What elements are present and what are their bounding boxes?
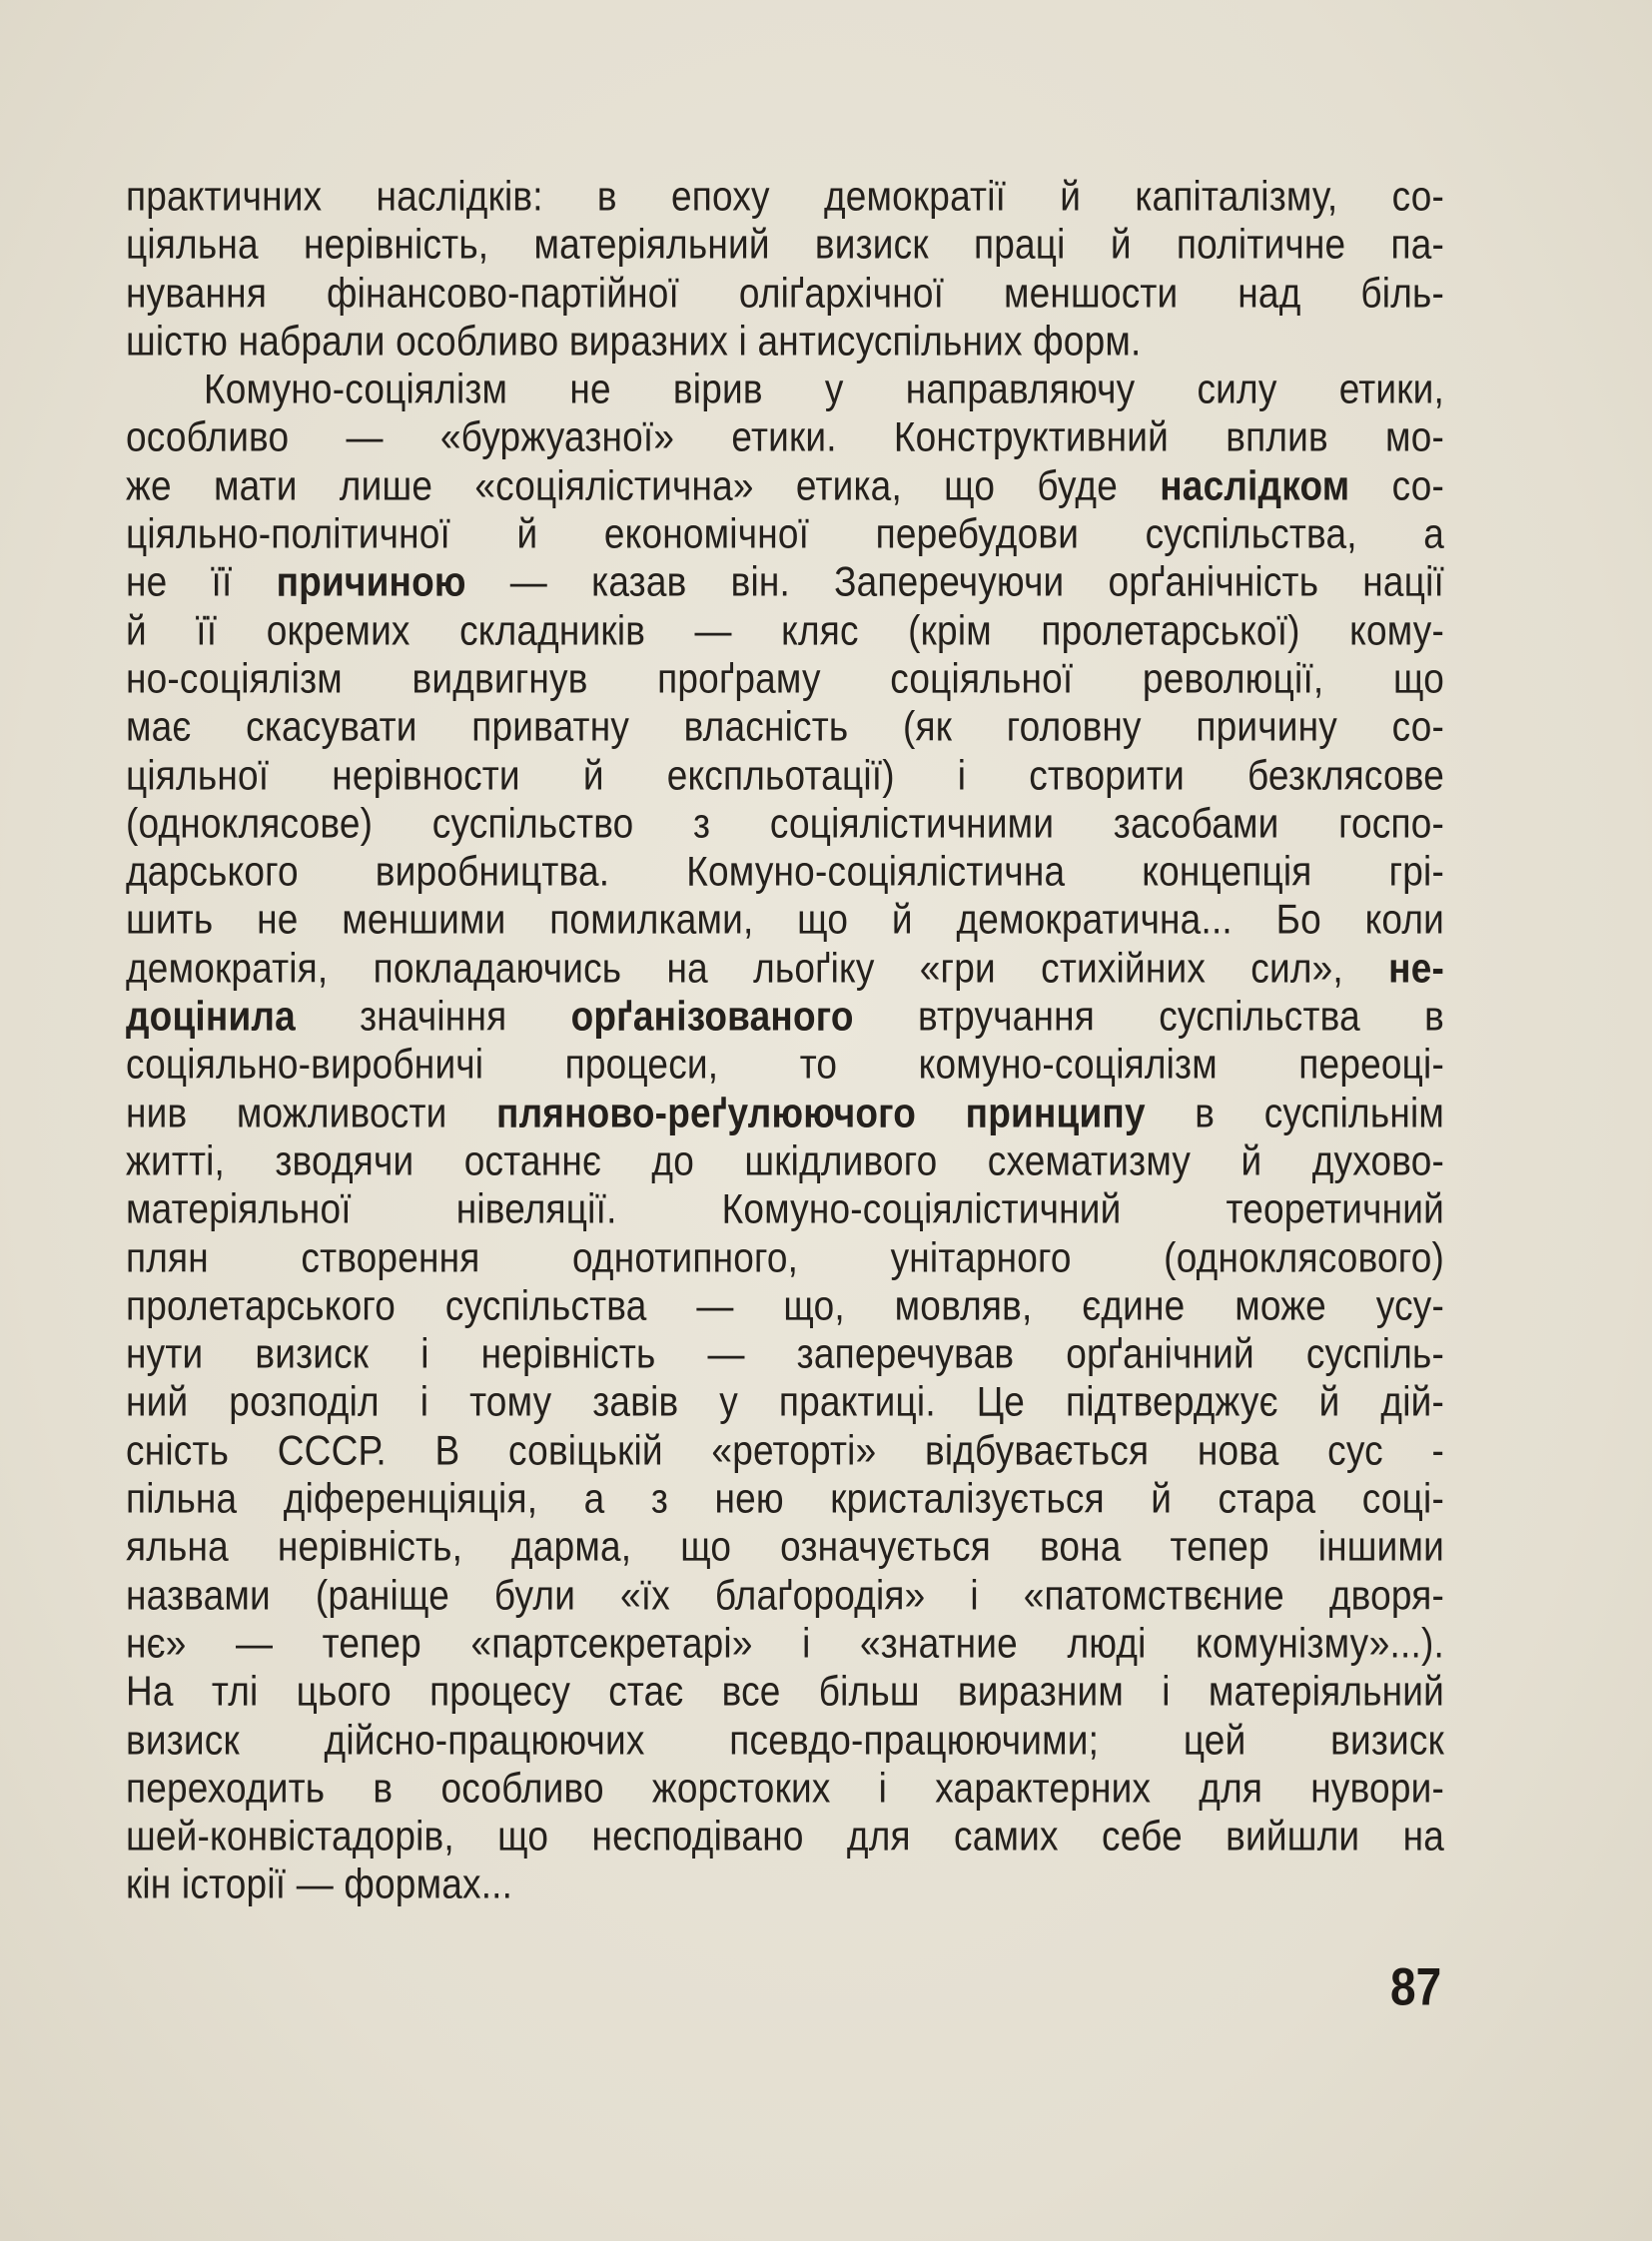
text-segment: втручання суспільства в (853, 993, 1444, 1040)
text-segment: значіння (295, 993, 571, 1040)
text-line (126, 315, 1444, 369)
text-line (126, 1182, 1444, 1236)
emphasized-text: причиною (276, 558, 466, 605)
text-line (126, 1665, 1444, 1719)
text-segment: Комуно-соціялізм не вірив у направляючу силу етики, (204, 366, 1444, 412)
text-line (126, 1520, 1444, 1574)
text-segment: визиск дійсно-працюючих псевдо-працюючими; цей визиск (126, 1716, 1444, 1763)
text-line (126, 942, 1444, 996)
text-segment: назвами (раніще були «їх блаґородія» і «патомствєние дворя- (126, 1571, 1444, 1618)
text-segment: со- (1349, 462, 1444, 509)
text-line (126, 604, 1444, 658)
text-line (126, 700, 1444, 754)
text-line (126, 1472, 1444, 1526)
text-line (126, 749, 1444, 803)
text-line (126, 555, 1444, 609)
text-line (126, 845, 1444, 899)
text-segment: шей-конвістадорів, що несподівано для самих себе вийшли на (126, 1813, 1444, 1860)
text-segment: житті, зводячи останнє до шкідливого схематизму й духово- (126, 1137, 1444, 1184)
text-line (126, 1279, 1444, 1333)
text-segment: сність СССР. В совіцькій «реторті» відбувається нова сус - (126, 1427, 1444, 1473)
text-segment: демократія, покладаючись на льоґіку «гри стихійних сил», (126, 945, 1389, 992)
text-line (126, 1038, 1444, 1092)
text-segment: практичних наслідків: в епоху демократії й капіталізму, со- (126, 173, 1444, 220)
text-segment: ний розподіл і тому завів у практиці. Це підтверджує й дій- (126, 1378, 1444, 1425)
text-line (126, 267, 1444, 321)
text-segment: ціяльно-політичної й економічної перебудови суспільства, а (126, 510, 1444, 557)
text-segment: шить не меншими помилками, що й демократична... Бо коли (126, 896, 1444, 943)
text-segment: но-соціялізм видвигнув проґраму соціяльної революції, що (126, 655, 1444, 702)
text-line (126, 218, 1444, 272)
text-segment: має скасувати приватну власність (як головну причину со- (126, 703, 1444, 750)
text-line (126, 1375, 1444, 1429)
text-segment: нування фінансово-партійної оліґархічної меншости над біль- (126, 269, 1444, 316)
text-segment: ціяльної нерівности й експльотації) і створити безклясове (126, 751, 1444, 798)
text-line (126, 170, 1444, 224)
text-segment: яльна нерівність, дарма, що означується вона тепер іншими (126, 1523, 1444, 1570)
text-line (126, 797, 1444, 851)
text-segment: особливо — «буржуазної» етики. Конструктивний вплив мо- (126, 413, 1444, 460)
text-line (126, 363, 1444, 416)
emphasized-text: не- (1388, 945, 1444, 992)
text-segment: плян створення однотипного, унітарного (одноклясового) (126, 1233, 1444, 1280)
text-segment: нив можливости (126, 1090, 497, 1135)
text-line (126, 459, 1444, 513)
text-segment: дарського виробництва. Комуно-соціялістична концепція грі- (126, 848, 1444, 895)
emphasized-text: наслідком (1160, 462, 1350, 509)
text-line (126, 1134, 1444, 1188)
text-segment: матеріяльної нівеляції. Комуно-соціялістичний теоретичний (126, 1185, 1444, 1232)
text-segment: переходить в особливо жорстоких і характерних для нувори- (126, 1765, 1444, 1812)
text-line (126, 1231, 1444, 1285)
text-segment: (одноклясове) суспільство з соціялістичними засобами госпо- (126, 800, 1444, 847)
text-segment: й її окремих складників — кляс (крім пролетарської) кому- (126, 607, 1444, 653)
text-segment: не її (126, 558, 277, 605)
text-line (126, 1810, 1444, 1864)
text-line (126, 1858, 1444, 1911)
text-line (126, 507, 1444, 561)
text-segment: На тлі цього процесу стає все більш виразним і матеріяльний (126, 1668, 1444, 1715)
text-line (126, 1327, 1444, 1381)
text-line (126, 652, 1444, 706)
text-segment: шістю набрали особливо виразних і антисуспільних форм. (126, 318, 1142, 365)
text-line (126, 410, 1444, 464)
emphasized-text: орґанізованого (570, 993, 854, 1040)
text-line (126, 1569, 1444, 1623)
text-segment: пролетарського суспільства — що, мовляв, єдине може усу- (126, 1282, 1444, 1329)
text-segment: кін історії — формах... (126, 1861, 513, 1907)
text-line (126, 990, 1444, 1044)
text-segment: нути визиск і нерівність — заперечував орґанічний суспіль- (126, 1330, 1444, 1377)
text-line (126, 1424, 1444, 1478)
text-segment: нє» — тепер «партсекретарі» і «знатние люді комунізму»...). (126, 1620, 1444, 1667)
text-segment: пільна діференціяція, а з нею кристалізується й стара соці- (126, 1475, 1444, 1522)
emphasized-text: доцінила (126, 993, 296, 1040)
body-text (126, 170, 1444, 1906)
text-line (126, 1617, 1444, 1671)
text-line (126, 1762, 1444, 1816)
emphasized-text: пляново-реґулюючого принципу (496, 1090, 1146, 1135)
text-line (126, 1714, 1444, 1768)
text-segment: ціяльна нерівність, матеріяльний визиск праці й політичне па- (126, 221, 1444, 268)
text-segment: — казав він. Заперечуючи орґанічність нації (465, 558, 1444, 605)
text-segment: соціяльно-виробничі процеси, то комуно-соціялізм переоці- (126, 1041, 1444, 1088)
text-line (126, 1087, 1444, 1140)
text-segment: же мати лише «соціялістична» етика, що буде (126, 462, 1161, 509)
text-line (126, 893, 1444, 947)
text-segment: в суспільнім (1145, 1090, 1445, 1135)
page-number: 87 (1390, 1956, 1442, 2016)
